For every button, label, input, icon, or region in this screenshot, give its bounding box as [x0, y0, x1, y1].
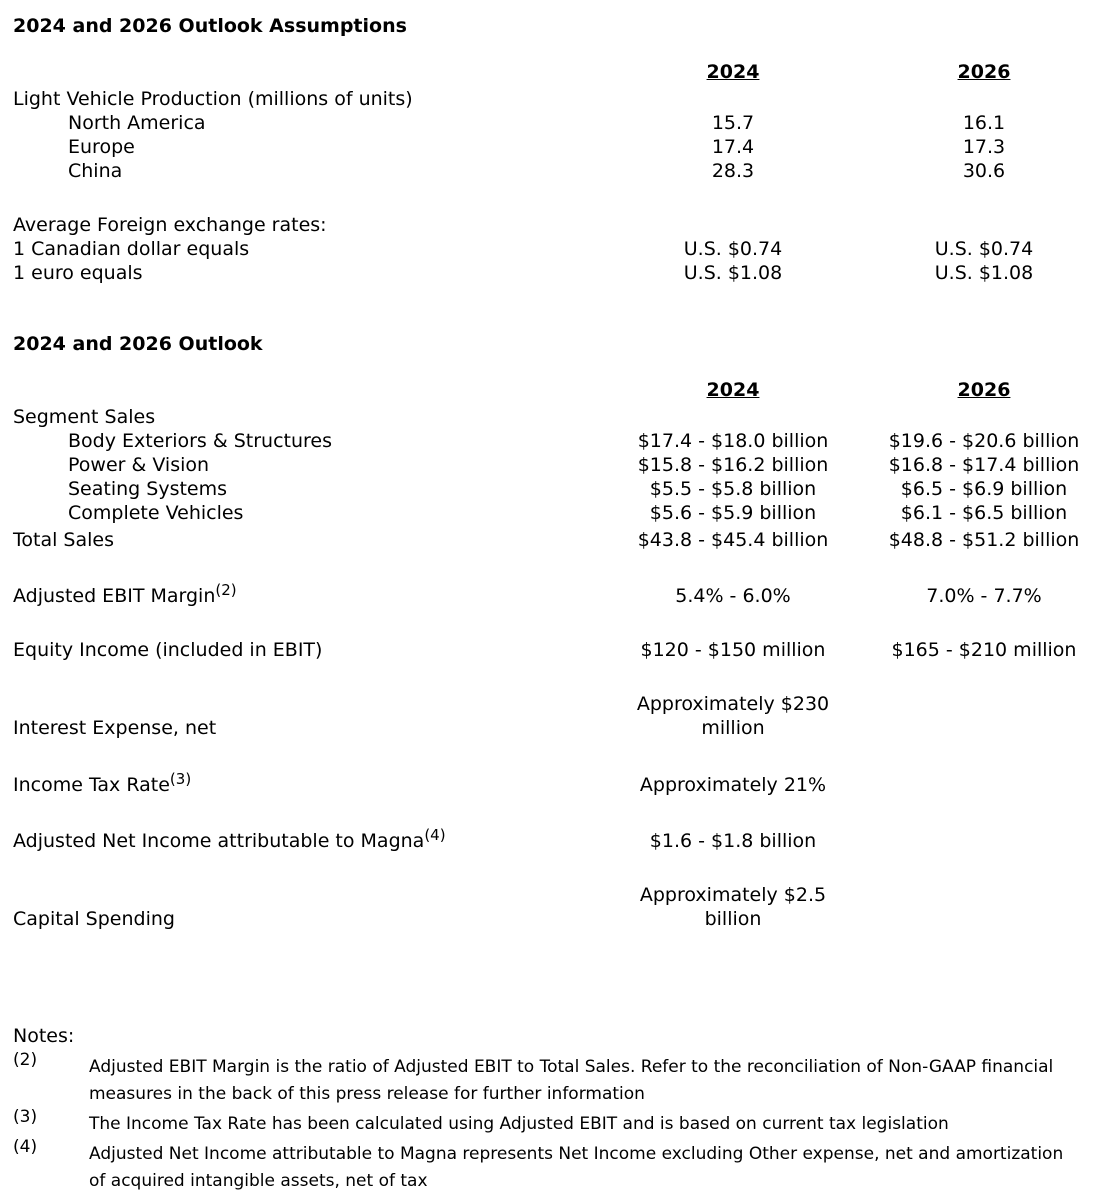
fx-row-2026: U.S. $0.74	[934, 238, 1034, 260]
note-number: (3)	[13, 1107, 38, 1127]
equity-income-label: Equity Income (included in EBIT)	[13, 639, 323, 661]
segment-row-2026: $16.8 - $17.4 billion	[888, 454, 1080, 476]
segment-row-2024: $5.5 - $5.8 billion	[649, 478, 817, 500]
interest-expense-2024: Approximately $230 million	[636, 693, 830, 739]
interest-expense-label: Interest Expense, net	[13, 717, 217, 739]
segment-row-label: Complete Vehicles	[68, 502, 244, 524]
note-number: (4)	[13, 1137, 38, 1157]
lvp-row-2024: 17.4	[711, 136, 755, 158]
net-income-2024: $1.6 - $1.8 billion	[649, 830, 817, 852]
ebit-margin-2026: 7.0% - 7.7%	[926, 585, 1042, 607]
lvp-row-2026: 30.6	[962, 160, 1006, 182]
outlook-title: 2024 and 2026 Outlook	[13, 333, 263, 355]
equity-income-2026: $165 - $210 million	[891, 639, 1077, 661]
segment-row-2026: $6.1 - $6.5 billion	[900, 502, 1068, 524]
lvp-row-label: Europe	[68, 136, 135, 158]
ebit-margin-footnote-ref: (2)	[215, 581, 237, 599]
net-income-label-text: Adjusted Net Income attributable to Magna	[13, 830, 425, 852]
note-text: Adjusted EBIT Margin is the ratio of Adjusted EBIT to Total Sales. Refer to the reconciliation of Non-GAAP financial measures in the back of this press release for further information	[89, 1057, 1054, 1104]
tax-rate-label	[13, 770, 192, 798]
total-sales-label: Total Sales	[13, 529, 114, 551]
total-sales-2024: $43.8 - $45.4 billion	[637, 529, 829, 551]
note-text: Adjusted Net Income attributable to Magna represents Net Income excluding Other expense, net and amortization of acquired intangible assets, net of tax	[89, 1144, 1064, 1191]
net-income-footnote-ref: (4)	[424, 826, 446, 844]
assumptions-title: 2024 and 2026 Outlook Assumptions	[13, 15, 407, 37]
tax-rate-label-text: Income Tax Rate	[13, 774, 170, 796]
segment-row-2026: $19.6 - $20.6 billion	[888, 430, 1080, 452]
segment-row-2024: $5.6 - $5.9 billion	[649, 502, 817, 524]
segment-row-label: Power & Vision	[68, 454, 210, 476]
total-sales-2026: $48.8 - $51.2 billion	[888, 529, 1080, 551]
lvp-row-2024: 28.3	[711, 160, 755, 182]
ebit-margin-label	[13, 581, 237, 609]
capital-spending-2024: Approximately $2.5 billion	[639, 884, 827, 930]
fx-row-2024: U.S. $1.08	[683, 262, 783, 284]
lvp-row-2024: 15.7	[711, 112, 755, 134]
tax-rate-footnote-ref: (3)	[169, 770, 192, 788]
fx-row-2024: U.S. $0.74	[683, 238, 783, 260]
lvp-row-label: China	[68, 160, 123, 182]
ebit-margin-label-text: Adjusted EBIT Margin	[13, 585, 216, 607]
segment-row-2026: $6.5 - $6.9 billion	[900, 478, 1068, 500]
segment-row-2024: $15.8 - $16.2 billion	[637, 454, 829, 476]
notes-label: Notes:	[13, 1025, 75, 1047]
fx-row-2026: U.S. $1.08	[934, 262, 1034, 284]
segment-row-label: Seating Systems	[68, 478, 228, 500]
ebit-margin-2024: 5.4% - 6.0%	[675, 585, 791, 607]
assumptions-year-2024-header: 2024	[706, 61, 760, 83]
fx-row-label: 1 euro equals	[13, 262, 143, 284]
equity-income-2024: $120 - $150 million	[640, 639, 826, 661]
tax-rate-2024: Approximately 21%	[639, 774, 827, 796]
note-text: The Income Tax Rate has been calculated using Adjusted EBIT and is based on current tax legislation	[89, 1114, 949, 1134]
capital-spending-label: Capital Spending	[13, 908, 175, 930]
net-income-label	[13, 826, 446, 854]
fx-label: Average Foreign exchange rates:	[13, 214, 327, 236]
fx-row-label: 1 Canadian dollar equals	[13, 238, 250, 260]
note-number: (2)	[13, 1050, 38, 1070]
outlook-year-2024-header: 2024	[706, 379, 760, 401]
segment-row-label: Body Exteriors & Structures	[68, 430, 332, 452]
lvp-row-2026: 17.3	[962, 136, 1006, 158]
segment-row-2024: $17.4 - $18.0 billion	[637, 430, 829, 452]
outlook-year-2026-header: 2026	[957, 379, 1011, 401]
lvp-row-label: North America	[68, 112, 206, 134]
lvp-row-2026: 16.1	[962, 112, 1006, 134]
segment-sales-label: Segment Sales	[13, 406, 156, 428]
lvp-label: Light Vehicle Production (millions of units)	[13, 88, 413, 110]
assumptions-year-2026-header: 2026	[957, 61, 1011, 83]
